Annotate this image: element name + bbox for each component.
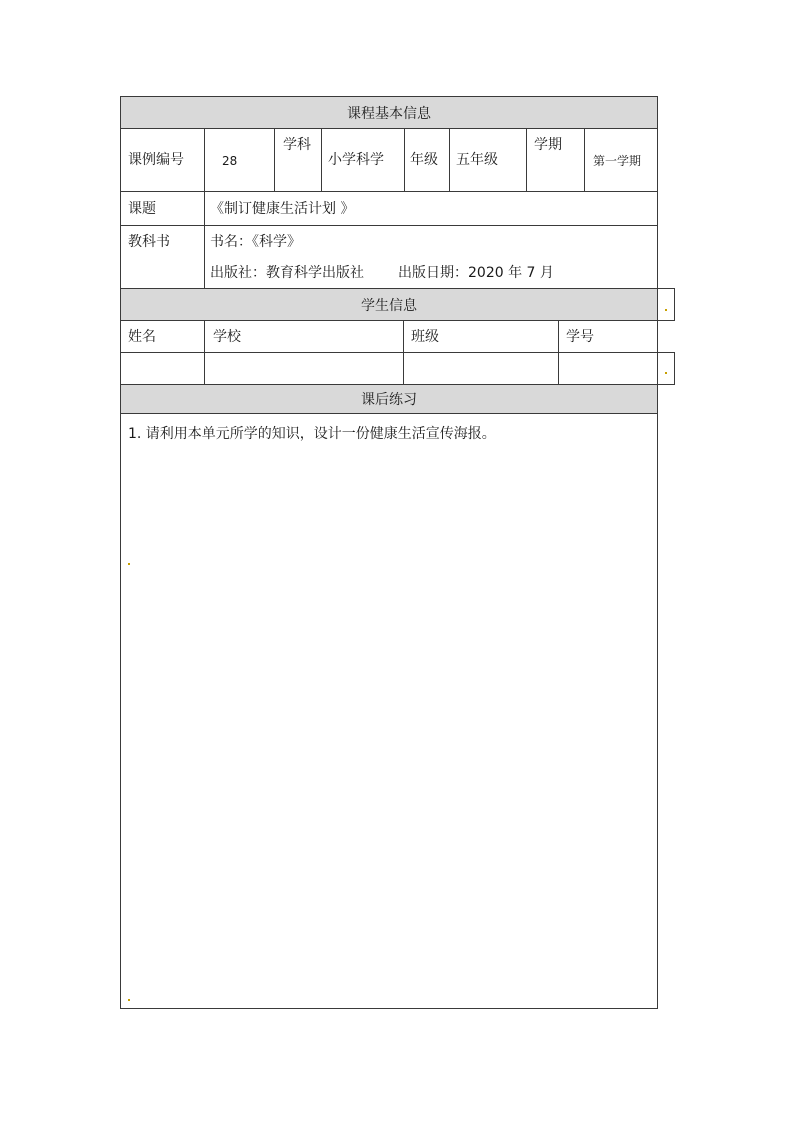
table-rule bbox=[120, 128, 658, 129]
course-id-label: 课例编号 bbox=[128, 152, 184, 168]
paragraph-mark bbox=[665, 372, 667, 374]
answer-area[interactable] bbox=[121, 450, 657, 1006]
subject-label: 学科 bbox=[283, 137, 311, 153]
table-rule bbox=[120, 413, 658, 414]
exercise-title: 课后练习 bbox=[361, 392, 417, 408]
course-id-value: 28 bbox=[222, 154, 238, 168]
table-rule bbox=[204, 128, 205, 289]
class-label: 班级 bbox=[411, 329, 439, 345]
paragraph-mark bbox=[128, 999, 130, 1001]
book-name: 书名：《科学》 bbox=[210, 234, 301, 250]
paragraph-mark bbox=[665, 309, 667, 311]
table-rule bbox=[404, 128, 405, 192]
student-number-field[interactable] bbox=[559, 353, 657, 384]
publisher: 出版社：教育科学出版社 bbox=[210, 265, 364, 281]
course-info-title: 课程基本信息 bbox=[347, 106, 431, 122]
table-rule bbox=[274, 128, 275, 192]
topic-value: 《制订健康生活计划 》 bbox=[210, 201, 355, 217]
name-label: 姓名 bbox=[128, 329, 156, 345]
school-label: 学校 bbox=[213, 329, 241, 345]
table-rule bbox=[120, 191, 658, 192]
table-border-overhang bbox=[674, 288, 675, 321]
table-rule bbox=[321, 128, 322, 192]
table-rule bbox=[120, 225, 658, 226]
exercise-item: 1. 请利用本单元所学的知识，设计一份健康生活宣传海报。 bbox=[128, 426, 496, 442]
topic-label: 课题 bbox=[128, 201, 156, 217]
student-number-label: 学号 bbox=[566, 329, 594, 345]
table-rule bbox=[526, 128, 527, 192]
exercise-header bbox=[121, 385, 657, 413]
table-border-right bbox=[657, 96, 658, 1009]
course-info-header bbox=[121, 97, 657, 129]
term-label: 学期 bbox=[534, 137, 562, 153]
grade-value: 五年级 bbox=[456, 152, 498, 168]
table-rule bbox=[449, 128, 450, 192]
school-field[interactable] bbox=[205, 353, 403, 384]
class-field[interactable] bbox=[404, 353, 558, 384]
student-info-header bbox=[121, 289, 657, 320]
name-field[interactable] bbox=[121, 353, 204, 384]
publication-date: 出版日期：2020 年 7 月 bbox=[398, 265, 554, 281]
subject-value: 小学科学 bbox=[328, 152, 384, 168]
student-info-title: 学生信息 bbox=[361, 297, 417, 314]
table-border-top bbox=[120, 96, 658, 97]
table-rule bbox=[584, 128, 585, 192]
table-border-bottom bbox=[120, 1008, 658, 1009]
term-value: 第一学期 bbox=[593, 154, 642, 168]
paragraph-mark bbox=[128, 563, 130, 565]
grade-label: 年级 bbox=[410, 152, 438, 168]
table-border-overhang bbox=[674, 352, 675, 385]
textbook-label: 教科书 bbox=[128, 234, 170, 250]
